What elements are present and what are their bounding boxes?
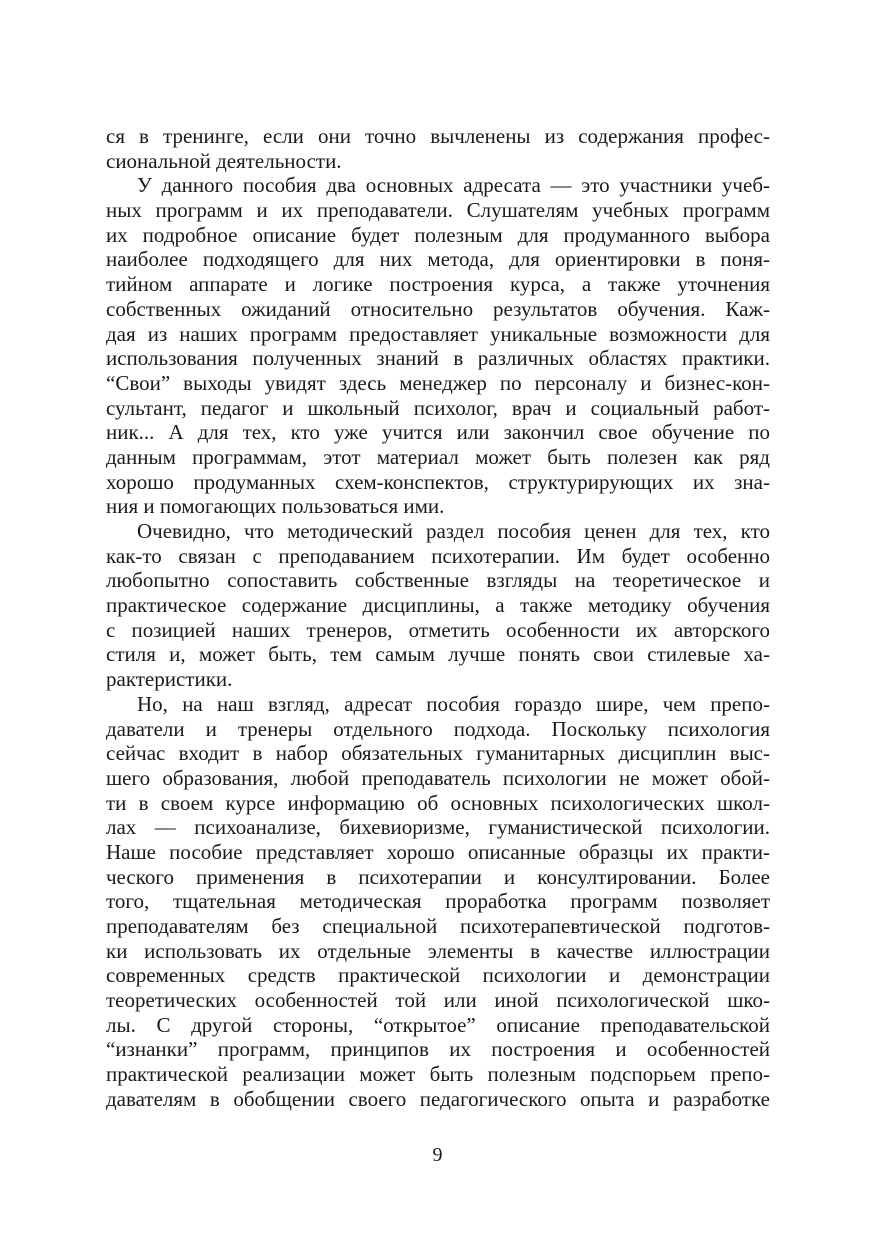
text-line: ник... А для тех, кто уже учится или закончил свое обучение по [106,420,770,445]
text-line: рактеристики. [106,667,233,692]
page-body [106,124,770,1112]
text-line: ся в тренинге, если они точно вычленены из содержания профес- [106,124,770,148]
text-line: “изнанки” программ, принципов их построения и особенностей [106,1037,770,1062]
text-line: как-то связан с преподаванием психотерапии. Им будет особенно [106,543,770,568]
text-line: наиболее подходящего для них метода, для ориентировки в поня- [106,247,770,272]
page-number: 9 [432,1144,443,1166]
text-line: практическое содержание дисциплины, а также методику обучения [106,593,770,618]
text-line: стиля и, может быть, тем самым лучше понять свои стилевые ха- [106,642,770,667]
text-line: любопытно сопоставить собственные взгляды на теоретическое и [106,568,770,593]
text-line: хорошо продуманных схем-конспектов, структурирующих их зна- [106,469,770,494]
text-line: ческого применения в психотерапии и консултировании. Более [106,864,770,889]
text-line: их подробное описание будет полезным для продуманного выбора [106,222,770,247]
text-line: лы. С другой стороны, “открытое” описание преподавательской [106,1012,770,1037]
text-line: практической реализации может быть полезным подспорьем препо- [106,1062,770,1087]
text-line: ния и помогающих пользоваться ими. [106,494,445,519]
text-line: использования полученных знаний в различных областях практики. [106,346,770,371]
text-line: Очевидно, что методический раздел пособия ценен для тех, кто [137,519,770,543]
text-line: преподавателям без специальной психотерапевтической подготов- [106,914,770,938]
text-line: собственных ожиданий относительно результатов обучения. Каж- [106,296,770,321]
paragraph [106,173,770,519]
paragraph [106,692,770,1112]
text-line: ти в своем курсе информацию об основных психологических школ- [106,790,770,815]
text-line: У данного пособия два основных адресата — это участники учеб- [137,173,770,198]
text-line: давателям в обобщении своего педагогического опыта и разработке [106,1086,770,1111]
text-line: того, тщательная методическая проработка программ позволяет [106,889,770,914]
text-line: шего образования, любой преподаватель психологии не может обой- [106,765,770,790]
paragraph [106,124,770,173]
text-line: ных программ и их преподаватели. Слушателям учебных программ [106,198,770,223]
text-line: тийном аппарате и логике построения курса, а также уточнения [106,272,770,297]
text-line: сейчас входит в набор обязательных гуманитарных дисциплин выс- [106,741,770,766]
text-line: дая из наших программ предоставляет уникальные возможности для [106,321,770,346]
text-line: современных средств практической психологии и демонстрации [106,963,770,988]
text-line: данным программам, этот материал может быть полезен как ряд [106,444,770,469]
text-line: даватели и тренеры отдельного подхода. Поскольку психология [106,716,770,741]
text-line: ки использовать их отдельные элементы в качестве иллюстрации [106,938,770,963]
text-line: Наше пособие представляет хорошо описанные образцы их практи- [106,839,770,864]
text-line: теоретических особенностей той или иной психологической шко- [106,988,770,1013]
paragraph [106,519,770,692]
text-line: сультант, педагог и школьный психолог, врач и социальный работ- [106,395,770,420]
text-line: “Свои” выходы увидят здесь менеджер по персоналу и бизнес-кон- [106,370,770,395]
text-line: Но, на наш взгляд, адресат пособия гораздо шире, чем препо- [137,691,770,716]
text-line: лах — психоанализе, бихевиоризме, гуманистической психологии. [106,815,770,840]
text-line: с позицией наших тренеров, отметить особенности их авторского [106,617,770,642]
text-line: сиональной деятельности. [106,148,342,173]
